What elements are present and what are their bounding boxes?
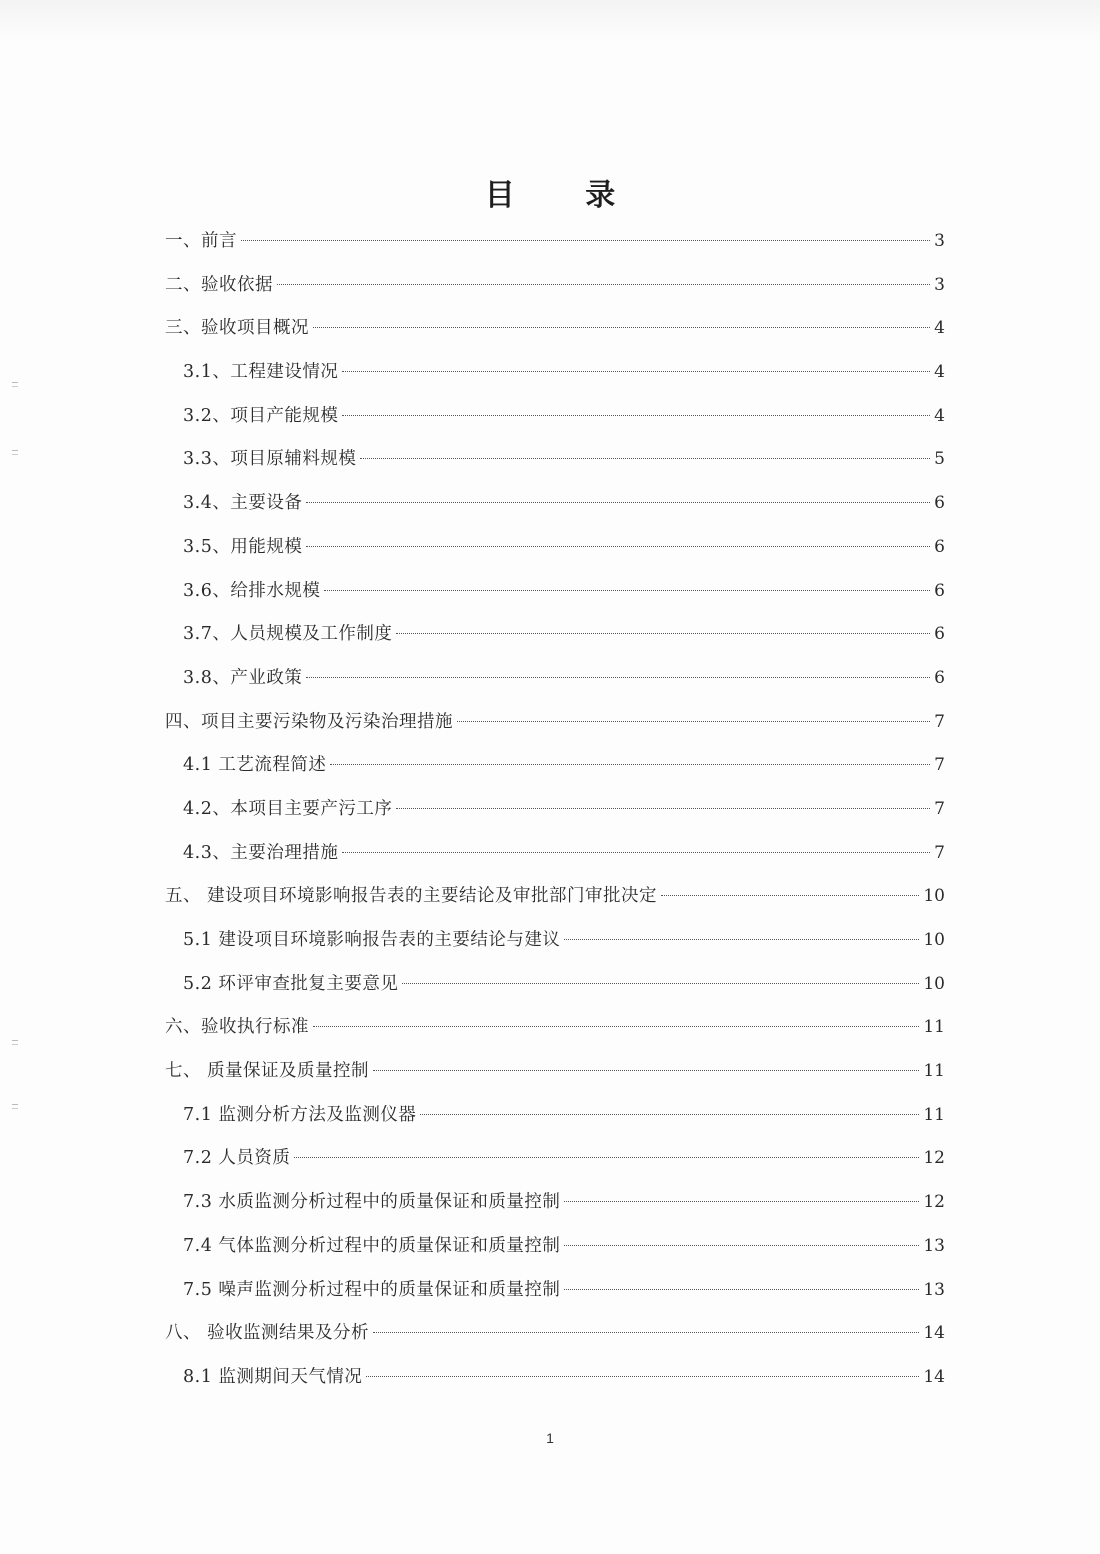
toc-entry-page: 11	[923, 1104, 945, 1125]
toc-entry-page: 7	[934, 755, 945, 776]
toc-entry-text: 3.4、主要设备	[183, 493, 303, 514]
toc-entry[interactable]	[165, 788, 945, 832]
toc-entry-page: 7	[934, 842, 945, 863]
toc-entry-page: 13	[923, 1235, 945, 1256]
scan-shadow	[0, 0, 1100, 40]
margin-mark	[12, 1104, 18, 1109]
toc-entry-text: 一、前言	[165, 231, 237, 251]
toc-entry[interactable]	[165, 438, 945, 482]
toc-entry-page: 3	[934, 231, 945, 251]
toc-leader-dots	[373, 1332, 919, 1333]
toc-entry[interactable]	[165, 875, 945, 919]
toc-leader-dots	[366, 1376, 919, 1377]
toc-entry[interactable]	[165, 1181, 945, 1225]
page-number: 1	[546, 1430, 554, 1446]
toc-entry-page: 4	[934, 318, 945, 339]
toc-entry-text: 7.2 人员资质	[183, 1148, 291, 1169]
toc-entry[interactable]	[165, 832, 945, 876]
toc-leader-dots	[564, 1289, 919, 1290]
toc-entry-text: 7.1 监测分析方法及监测仪器	[183, 1104, 417, 1125]
toc-entry[interactable]	[165, 919, 945, 963]
toc-leader-dots	[342, 415, 930, 416]
toc-leader-dots	[564, 939, 919, 940]
toc-list	[165, 220, 945, 1400]
toc-entry-text: 七、 质量保证及质量控制	[165, 1061, 370, 1082]
toc-entry-page: 4	[934, 362, 945, 383]
toc-entry-text: 二、验收依据	[165, 274, 273, 295]
toc-leader-dots	[306, 502, 930, 503]
toc-entry-page: 12	[923, 1148, 945, 1169]
toc-entry-page: 7	[934, 798, 945, 819]
toc-entry[interactable]	[165, 744, 945, 788]
toc-entry-text: 四、项目主要污染物及污染治理措施	[165, 711, 453, 732]
toc-leader-dots	[277, 284, 930, 285]
toc-leader-dots	[330, 764, 930, 765]
toc-leader-dots	[420, 1114, 919, 1115]
toc-leader-dots	[457, 721, 930, 722]
toc-entry-page: 10	[923, 973, 945, 994]
toc-leader-dots	[661, 895, 919, 896]
toc-leader-dots	[306, 677, 930, 678]
toc-entry-text: 八、 验收监测结果及分析	[165, 1323, 370, 1344]
toc-entry-text: 5.1 建设项目环境影响报告表的主要结论与建议	[183, 930, 561, 950]
toc-entry[interactable]	[165, 1225, 945, 1269]
toc-entry-page: 12	[923, 1192, 945, 1213]
toc-title: 目 录	[484, 178, 646, 213]
toc-entry-text: 3.6、给排水规模	[183, 580, 321, 601]
toc-entry-page: 6	[934, 580, 945, 601]
toc-leader-dots	[342, 852, 930, 853]
toc-entry[interactable]	[165, 1312, 945, 1356]
toc-entry-text: 五、 建设项目环境影响报告表的主要结论及审批部门审批决定	[165, 886, 658, 907]
margin-mark	[12, 382, 18, 387]
toc-entry-page: 11	[923, 1017, 945, 1038]
toc-entry-text: 4.2、本项目主要产污工序	[183, 798, 393, 819]
toc-entry-text: 7.4 气体监测分析过程中的质量保证和质量控制	[183, 1235, 561, 1256]
toc-leader-dots	[402, 983, 919, 984]
toc-leader-dots	[294, 1157, 919, 1158]
toc-entry-text: 3.1、工程建设情况	[183, 362, 339, 383]
toc-entry[interactable]	[165, 701, 945, 745]
toc-entry-text: 7.3 水质监测分析过程中的质量保证和质量控制	[183, 1192, 561, 1213]
toc-leader-dots	[396, 633, 930, 634]
toc-entry-page: 11	[923, 1061, 945, 1082]
toc-entry[interactable]	[165, 1356, 945, 1400]
toc-entry-page: 10	[923, 886, 945, 907]
toc-entry[interactable]	[165, 1137, 945, 1181]
toc-leader-dots	[564, 1201, 919, 1202]
toc-entry-text: 5.2 环评审查批复主要意见	[183, 973, 399, 994]
toc-entry-text: 三、验收项目概况	[165, 318, 309, 339]
toc-entry-page: 14	[923, 1366, 945, 1387]
toc-entry[interactable]	[165, 1006, 945, 1050]
toc-leader-dots	[313, 327, 930, 328]
toc-leader-dots	[564, 1245, 919, 1246]
toc-entry-page: 14	[923, 1323, 945, 1344]
toc-leader-dots	[342, 371, 930, 372]
toc-entry-text: 3.5、用能规模	[183, 536, 303, 557]
toc-entry-page: 6	[934, 493, 945, 514]
toc-entry-page: 6	[934, 667, 945, 688]
toc-entry[interactable]	[165, 657, 945, 701]
toc-leader-dots	[306, 546, 930, 547]
toc-entry-text: 4.3、主要治理措施	[183, 842, 339, 863]
toc-leader-dots	[313, 1026, 919, 1027]
toc-leader-dots	[396, 808, 930, 809]
toc-entry-text: 8.1 监测期间天气情况	[183, 1366, 363, 1387]
toc-entry-text: 3.8、产业政策	[183, 667, 303, 688]
margin-mark	[12, 1040, 18, 1045]
toc-entry[interactable]	[165, 220, 945, 264]
toc-leader-dots	[324, 590, 930, 591]
toc-entry[interactable]	[165, 264, 945, 308]
toc-entry[interactable]	[165, 963, 945, 1007]
toc-entry[interactable]	[165, 351, 945, 395]
toc-entry-page: 6	[934, 624, 945, 645]
toc-entry[interactable]	[165, 1094, 945, 1138]
margin-mark	[12, 450, 18, 455]
toc-entry[interactable]	[165, 482, 945, 526]
toc-entry[interactable]	[165, 1050, 945, 1094]
toc-entry-text: 4.1 工艺流程简述	[183, 755, 327, 776]
toc-entry[interactable]	[165, 570, 945, 614]
toc-entry-page: 10	[923, 930, 945, 950]
toc-entry-text: 7.5 噪声监测分析过程中的质量保证和质量控制	[183, 1279, 561, 1300]
toc-entry[interactable]	[165, 526, 945, 570]
toc-entry-text: 3.2、项目产能规模	[183, 405, 339, 426]
toc-entry[interactable]	[165, 395, 945, 439]
toc-entry-page: 3	[934, 274, 945, 295]
toc-leader-dots	[373, 1070, 919, 1071]
toc-entry[interactable]	[165, 613, 945, 657]
toc-leader-dots	[360, 458, 930, 459]
toc-entry-page: 7	[934, 711, 945, 732]
toc-entry-text: 3.7、人员规模及工作制度	[183, 624, 393, 645]
toc-entry-page: 4	[934, 405, 945, 426]
toc-leader-dots	[241, 240, 930, 241]
toc-entry[interactable]	[165, 307, 945, 351]
toc-entry[interactable]	[165, 1269, 945, 1313]
toc-entry-text: 六、验收执行标准	[165, 1017, 309, 1038]
toc-entry-text: 3.3、项目原辅料规模	[183, 449, 357, 470]
toc-entry-page: 6	[934, 536, 945, 557]
toc-entry-page: 13	[923, 1279, 945, 1300]
toc-entry-page: 5	[934, 449, 945, 470]
